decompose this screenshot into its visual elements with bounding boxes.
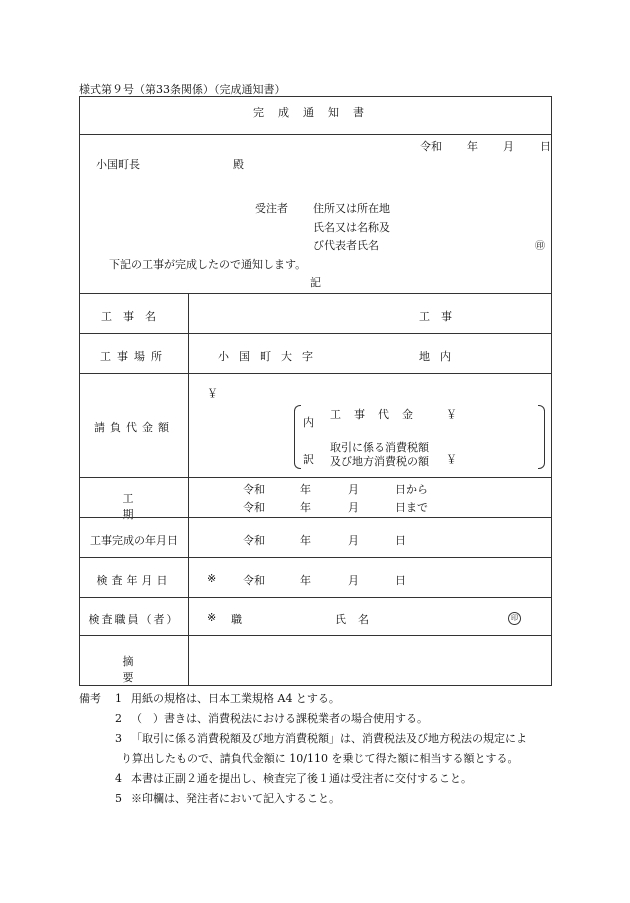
completion-date-era: 令和 <box>243 534 265 547</box>
row-divider <box>80 635 551 636</box>
inspector-title-label: 職 <box>231 613 242 626</box>
period-from-year: 年 <box>300 483 311 496</box>
work-cost-label: 工事代金 <box>330 408 426 421</box>
row-divider <box>80 517 551 518</box>
date-month: 月 <box>503 140 514 153</box>
form-number-label: 様式第９号（第33条関係）（完成通知書） <box>79 83 286 96</box>
tax-label-line1: 取引に係る消費税額 <box>330 441 429 454</box>
work-place-label: 工事場所 <box>100 350 168 363</box>
contractor-name-label-1: 氏名又は名称及 <box>313 221 390 234</box>
row-divider <box>80 597 551 598</box>
row-divider <box>80 293 551 294</box>
period-from-day: 日から <box>395 483 428 496</box>
inspection-date-mark: ※ <box>207 572 217 585</box>
note-text: 「取引に係る消費税額及び地方消費税額」は、消費税法及び地方税法の規定によ <box>131 732 527 745</box>
contractor-seal-icon: ㊞ <box>535 241 545 252</box>
period-from-month: 月 <box>348 483 359 496</box>
work-place-prefix: 小国町大字 <box>218 350 323 363</box>
note-number: 1 <box>115 692 122 705</box>
completion-date-year: 年 <box>300 534 311 547</box>
inspection-date-day: 日 <box>395 574 406 587</box>
inspector-mark: ※ <box>207 611 217 624</box>
inspector-name-label: 氏名 <box>335 613 381 626</box>
work-name-label: 工事名 <box>101 310 167 323</box>
breakdown-label-top: 内 <box>303 416 314 429</box>
addressee-honorific: 殿 <box>233 158 244 171</box>
notes-heading: 備考 <box>79 692 101 705</box>
contractor-address-label: 住所又は所在地 <box>313 202 390 215</box>
note-text: 本書は正副２通を提出し、検査完了後１通は受注者に交付すること。 <box>131 772 472 785</box>
contractor-label: 受注者 <box>255 202 288 215</box>
remarks-label: 摘要 <box>122 655 174 684</box>
row-divider <box>80 477 551 478</box>
contractor-name-label-2: び代表者氏名 <box>313 239 379 252</box>
completion-date-month: 月 <box>348 534 359 547</box>
work-place-suffix: 地内 <box>419 350 461 363</box>
row-divider <box>80 333 551 334</box>
work-cost-yen: ￥ <box>446 408 457 421</box>
date-era: 令和 <box>420 140 442 153</box>
work-name-suffix: 工事 <box>419 310 463 323</box>
date-day: 日 <box>540 140 551 153</box>
note-text-continued: り算出したもので、請負代金額に 10/110 を乗じて得た額に相当する額とする。 <box>121 752 519 765</box>
title-divider <box>80 134 551 135</box>
inspection-date-year: 年 <box>300 574 311 587</box>
date-year: 年 <box>467 140 478 153</box>
ki-label: 記 <box>310 276 321 289</box>
period-to-month: 月 <box>348 501 359 514</box>
period-from-era: 令和 <box>243 483 265 496</box>
note-text: 用紙の規格は、日本工業規格 A4 とする。 <box>131 692 340 705</box>
completion-date-label: 工事完成の年月日 <box>90 534 178 547</box>
contract-amount-label: 請負代金額 <box>94 421 174 434</box>
tax-label-line2: 及び地方消費税の額 <box>330 455 429 468</box>
inspector-label: 検査職員（者） <box>88 613 180 626</box>
addressee-name: 小国町長 <box>96 158 140 171</box>
note-text: （ ）書きは、消費税法における課税業者の場合使用する。 <box>131 712 428 725</box>
inspection-date-label: 検査年月日 <box>96 574 172 587</box>
completion-date-day: 日 <box>395 534 406 547</box>
document-title: 完成通知書 <box>253 106 378 119</box>
breakdown-bracket-left <box>294 405 301 469</box>
period-label: 工期 <box>122 492 174 521</box>
inspection-date-era: 令和 <box>243 574 265 587</box>
period-to-era: 令和 <box>243 501 265 514</box>
period-to-day: 日まで <box>395 501 428 514</box>
note-number: 4 <box>115 772 122 785</box>
contract-amount-yen: ￥ <box>207 387 218 400</box>
label-column-divider <box>188 293 189 685</box>
row-divider <box>80 373 551 374</box>
inspector-seal-icon: 印 <box>508 612 521 625</box>
note-text: ※印欄は、発注者において記入すること。 <box>131 792 340 805</box>
tax-yen: ￥ <box>446 453 457 466</box>
period-to-year: 年 <box>300 501 311 514</box>
note-number: 5 <box>115 792 122 805</box>
inspection-date-month: 月 <box>348 574 359 587</box>
breakdown-bracket-right <box>538 405 545 469</box>
note-number: 3 <box>115 732 122 745</box>
notice-text: 下記の工事が完成したので通知します。 <box>109 258 307 271</box>
breakdown-label-bottom: 訳 <box>303 453 314 466</box>
completion-notice-form <box>79 96 552 686</box>
row-divider <box>80 557 551 558</box>
note-number: 2 <box>115 712 122 725</box>
